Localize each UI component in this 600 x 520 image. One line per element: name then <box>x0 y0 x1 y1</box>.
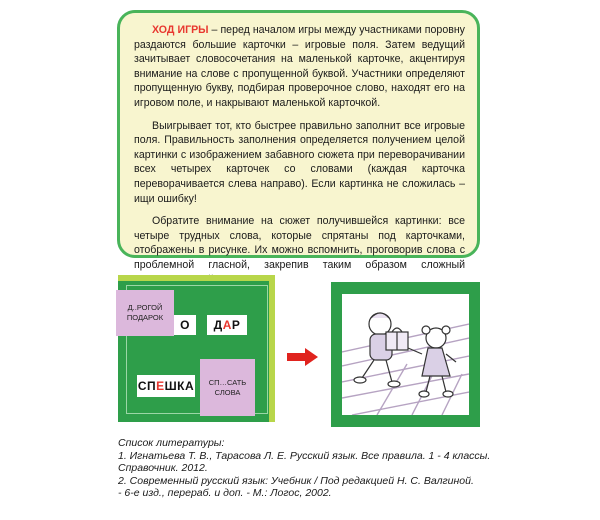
small-card-dorogoy-podarok <box>116 290 174 336</box>
word-dar-vowel: А <box>222 318 232 332</box>
word-card-partial-text: О <box>180 318 190 332</box>
board-top-strip <box>118 275 275 281</box>
children-with-gift-illustration <box>342 294 469 415</box>
word-card-dar <box>207 315 247 335</box>
references-title: Список литературы: <box>118 437 225 449</box>
word-dar-post: Р <box>231 318 241 332</box>
right-arrow-icon <box>287 348 319 366</box>
small-card-spisat-slova <box>200 359 255 416</box>
word-speshka-post: ШКА <box>164 379 195 393</box>
word-card-speshka <box>137 375 195 397</box>
reference-line-1: 1. Игнатьева Т. В., Тарасова Л. Е. Русский язык. Все правила. 1 - 4 классы. <box>118 449 491 462</box>
result-picture <box>342 294 469 415</box>
reference-line-4: - 6-е изд., перераб. и доп. - М.: Логос, 2002. <box>118 487 332 500</box>
rules-paragraph-1-text: – перед началом игры между участниками поровну раздаются большие карточки – игровые поля. Затем ведущий зачитывает словосочетания на маленькой карточке, акцентируя внимание на слове с пропущенной буквой. Участники определяют пропущенную букву, подбирая проверочное слово, находят его на игровом поле, и накрывают маленькой карточкой. <box>134 24 465 109</box>
word-card-partial <box>174 315 196 335</box>
word-speshka-vowel: Е <box>156 379 165 393</box>
game-board-illustration <box>118 275 275 422</box>
word-speshka-pre: СП <box>137 379 157 393</box>
word-dar-pre: Д <box>213 318 223 332</box>
small-card-line-2: ПОДАРОК <box>126 313 164 322</box>
small-card-2-line-2: СЛОВА <box>214 387 241 397</box>
rules-paragraph-2: Выигрывает тот, кто быстрее правильно заполнит все игровые поля. Правильность заполнения определяется получением целой картинки с изображением забавного сюжета при переворачивании всех четырех карточек со словами (каждая карточка переворачивается слева направо). Если картинка не сложилась – ищи ошибку! <box>134 119 465 205</box>
board-right-strip <box>269 275 275 422</box>
game-rules-box <box>117 10 480 271</box>
rules-paragraph-3: Обратите внимание на сюжет получившейся картинки: все четыре трудных слова, которые спрятаны под карточками, отображены в рисунке. Их можно вспомнить, проговорив слова с проблемной гласной, закрепив таким образом сложный <box>134 215 465 271</box>
small-card-2-line-1: СП…САТЬ <box>208 377 247 387</box>
rules-heading: ХОД ИГРЫ <box>152 24 209 36</box>
reference-line-2: Справочник. 2012. <box>118 462 208 475</box>
references-list <box>118 437 498 500</box>
reference-line-3: 2. Современный русский язык: Учебник / Под редакцией Н. С. Валгиной. <box>118 474 474 487</box>
small-card-line-1: Д..РОГОЙ <box>127 303 163 312</box>
rules-paragraph-1 <box>134 23 465 111</box>
result-picture-frame <box>331 282 480 427</box>
